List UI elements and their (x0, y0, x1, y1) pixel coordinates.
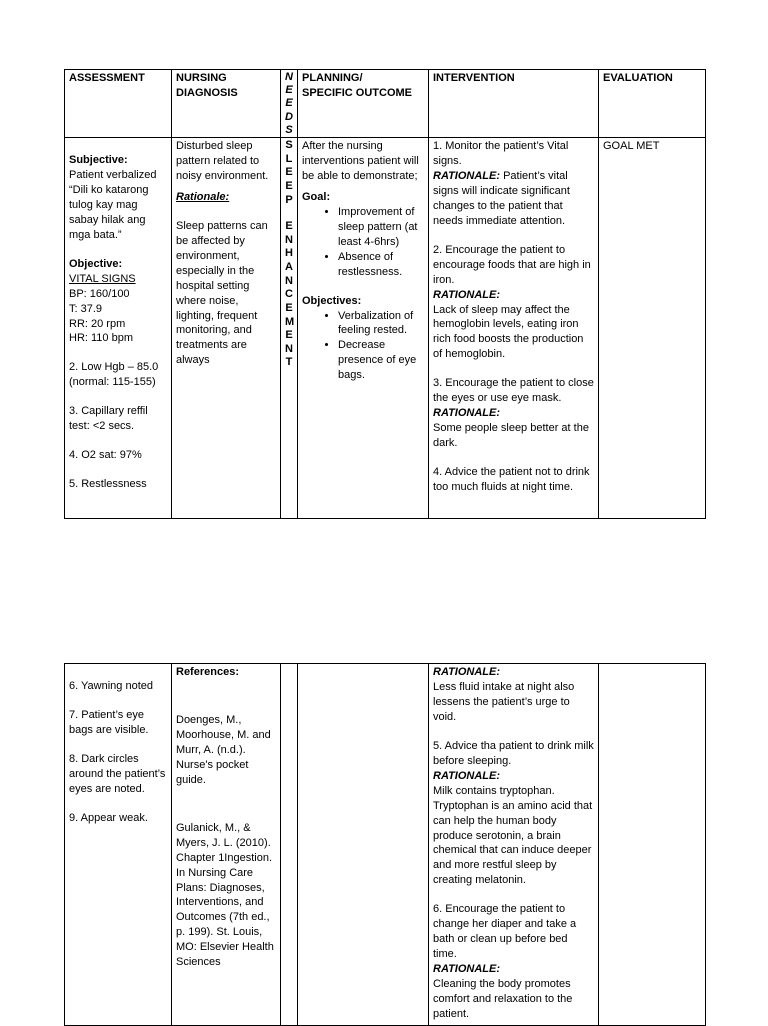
table-header-row (65, 70, 706, 138)
list-item: • Improvement of sleep pattern (at least 4-6hrs) (338, 205, 424, 250)
list-item: • Absence of restlessness. (338, 250, 424, 280)
objective-label: Objective: (69, 257, 123, 270)
intervention-cell-cont (429, 664, 599, 1026)
list-item: • Verbalization of feeling rested. (338, 309, 424, 339)
assessment-item-6: 6. Yawning noted (69, 680, 153, 692)
rationale-2-label: RATIONALE: (433, 288, 501, 301)
needs-sleep-letters: S L E E P (285, 139, 293, 206)
vital-hr: HR: 110 bpm (69, 332, 133, 345)
rationale-label: Rationale: (176, 190, 230, 203)
assessment-item-7: 7. Patient’s eye bags are visible. (69, 708, 149, 736)
care-plan-table-page2 (64, 663, 706, 1026)
assessment-cell (65, 138, 172, 519)
vital-rr: RR: 20 rpm (69, 317, 126, 330)
reference-2: Gulanick, M., & Myers, J. L. (2010). Chapter 1Ingestion. In Nursing Care Plans: Diagnoses, Interventions, and Outcomes (7th ed., p. 199). St. Louis, MO: Elsevier Health Sciences (176, 821, 274, 969)
rationale-3-text: Some people sleep better at the dark. (433, 422, 589, 450)
rationale-2-text: Lack of sleep may affect the hemoglobin levels, eating iron rich food boosts the production of hemoglobin. (433, 303, 584, 361)
header-needs (281, 70, 298, 138)
reference-1: Doenges, M., Moorhouse, M. and Murr, A. (n.d.). Nurse's pocket guide. (176, 713, 271, 786)
rationale-6-label: RATIONALE: (433, 963, 501, 976)
goal-list (302, 205, 424, 280)
assessment-item-3: 3. Capillary reffil test: <2 secs. (69, 405, 148, 433)
assessment-item-4: 4. O2 sat: 97% (69, 449, 142, 462)
table-body-row (65, 664, 706, 1026)
table-body-row (65, 138, 706, 519)
rationale-3-label: RATIONALE: (433, 407, 501, 420)
diagnosis-cell (172, 138, 281, 519)
assessment-item-9: 9. Appear weak. (69, 811, 148, 824)
assessment-item-5: 5. Restlessness (69, 478, 147, 491)
header-evaluation: EVALUATION (599, 70, 706, 138)
vital-signs-label: VITAL SIGNS (69, 272, 136, 285)
objectives-list (302, 309, 424, 384)
assessment-cell-cont (65, 664, 172, 1026)
references-cell (172, 664, 281, 1026)
subjective-label: Subjective: (69, 154, 128, 166)
header-intervention: INTERVENTION (429, 70, 599, 138)
rationale-4-text: Less fluid intake at night also lessens the patient’s urge to void. (433, 680, 575, 723)
header-assessment: ASSESSMENT (65, 70, 172, 138)
assessment-item-2: 2. Low Hgb – 85.0 (normal: 115-155) (69, 361, 159, 389)
intervention-1: 1. Monitor the patient’s Vital signs. (433, 140, 569, 167)
evaluation-cell: GOAL MET (599, 138, 706, 519)
needs-vertical-letters: N E E D S (285, 71, 293, 136)
rationale-1: RATIONALE: Patient’s vital signs will indicate significant changes to the patient that needs immediate attention. (433, 169, 570, 227)
needs-cell-cont (281, 664, 298, 1026)
header-planning: PLANNING/ SPECIFIC OUTCOME (298, 70, 429, 138)
rationale-4-label: RATIONALE: (433, 666, 501, 678)
assessment-item-8: 8. Dark circles around the patient’s eyes are noted. (69, 752, 166, 795)
list-item: • Decrease presence of eye bags. (338, 338, 424, 383)
rationale-5-label: RATIONALE: (433, 769, 501, 782)
intervention-4: 4. Advice the patient not to drink too much fluids at night time. (433, 466, 590, 494)
intervention-5: 5. Advice tha patient to drink milk before sleeping. (433, 739, 594, 767)
intervention-cell (429, 138, 599, 519)
objectives-label: Objectives: (302, 294, 362, 307)
needs-enhancement-letters: E N H A N C E M E N T (285, 220, 295, 369)
rationale-text: Sleep patterns can be affected by environment, especially in the hospital setting where noise, lighting, frequent monitoring, and treatments are always (176, 219, 268, 367)
intervention-2: 2. Encourage the patient to encourage foods that are high in iron. (433, 243, 591, 286)
evaluation-cell-cont (599, 664, 706, 1026)
planning-intro: After the nursing interventions patient will be able to demonstrate; (302, 140, 419, 182)
care-plan-table-page1 (64, 69, 706, 519)
planning-cell-cont (298, 664, 429, 1026)
vital-temp: T: 37.9 (69, 302, 103, 315)
rationale-6-text: Cleaning the body promotes comfort and relaxation to the patient. (433, 978, 573, 1021)
intervention-3: 3. Encourage the patient to close the eyes or use eye mask. (433, 377, 594, 405)
header-nursing-diagnosis: NURSING DIAGNOSIS (172, 70, 281, 138)
intervention-6: 6. Encourage the patient to change her diaper and take a bath or clean up before bed time. (433, 903, 577, 961)
diagnosis-text: Disturbed sleep pattern related to noisy environment. (176, 140, 269, 182)
planning-cell (298, 138, 429, 519)
subjective-text: Patient verbalized “Dili ko katarong tulog kay mag sabay hilak ang mga bata.” (69, 168, 157, 241)
goal-label: Goal: (302, 190, 331, 203)
references-label: References: (176, 666, 239, 678)
needs-cell (281, 138, 298, 519)
rationale-5-text: Milk contains tryptophan. Tryptophan is an amino acid that can help the human body produce serotonin, a brain chemical that can induce deeper and more restful sleep by creating melatonin. (433, 784, 593, 887)
vital-bp: BP: 160/100 (69, 287, 130, 300)
